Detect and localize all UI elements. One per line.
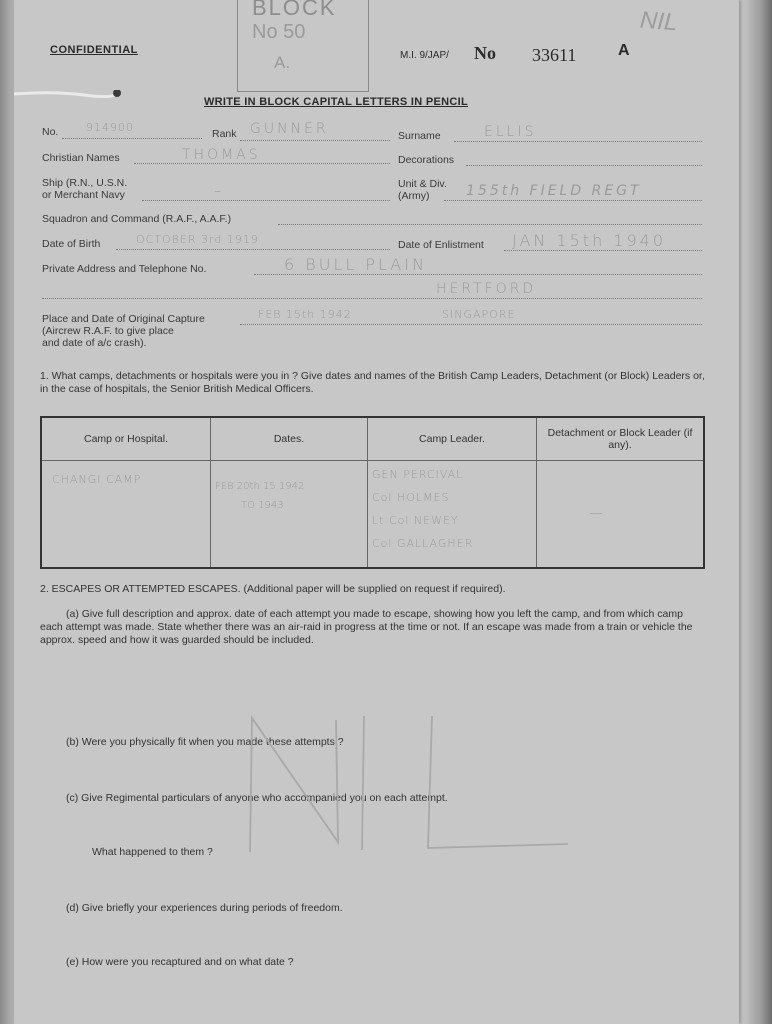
leader-4: Col GALLAGHER [372,537,474,550]
rank-value: GUNNER [250,121,329,137]
leader-1: GEN PERCIVAL [372,468,464,481]
surname-label: Surname [398,130,441,142]
rank-line [240,140,390,141]
leader-2: Col HOLMES [372,491,450,504]
column-camp: Camp or Hospital. [41,417,211,461]
form-number: 33611 [532,45,577,65]
instruction-heading: WRITE IN BLOCK CAPITAL LETTERS IN PENCIL [204,96,468,108]
form-page [14,0,739,1024]
capture-line [240,324,702,325]
enlistment-label: Date of Enlistment [398,239,484,251]
dob-line [116,249,390,250]
section-2-c-followup: What happened to them ? [92,846,213,858]
ship-label-1: Ship (R.N., U.S.N. [42,177,128,189]
section-1-question: 1. What camps, detachments or hospitals were you in ? Give dates and names of the British Camp Leaders, Detachment (or Block) Leaders or, in the case of hospitals, the Senior British Medical Officers. [40,370,705,395]
page-edge-shadow [736,0,772,1024]
stamp-line-3: A. [274,53,291,72]
leader-3: Lt Col NEWEY [372,514,459,527]
dob-value: OCTOBER 3rd 1919 [136,233,259,246]
no-line [62,138,202,139]
corner-note: NIL [639,6,679,37]
capture-label-3: and date of a/c crash). [42,337,147,349]
enlistment-value: JAN 15th 1940 [512,231,667,250]
number-label: No [474,43,496,63]
camp-value: CHANGI CAMP [52,473,142,486]
column-detachment: Detachment or Block Leader (if any). [537,417,705,461]
dob-label: Date of Birth [42,238,101,250]
table-row [41,461,704,569]
cell-camp [41,461,211,569]
no-label: No. [42,126,59,138]
address-line-1 [254,274,702,275]
dates-line-1: FEB 20th 15 1942 [215,481,305,492]
surname-line [454,141,702,142]
squadron-label: Squadron and Command (R.A.F., A.A.F.) [42,213,232,225]
enlistment-line [504,250,702,251]
unit-label-2: (Army) [398,190,430,202]
unit-label-1: Unit & Div. [398,178,447,190]
decorations-line [466,165,702,166]
capture-label-1: Place and Date of Original Capture [42,313,205,325]
camps-table [40,416,705,569]
stamp-line-1: BLOCK [252,0,337,20]
unit-line [444,200,702,201]
decorations-label: Decorations [398,154,455,166]
ship-line [142,200,390,201]
cell-leaders [368,461,537,569]
section-2-d: (d) Give briefly your experiences during periods of freedom. [66,902,343,914]
block-stamp [237,0,369,92]
capture-label-2: (Aircrew R.A.F. to give place [42,325,174,337]
stamp-line-2: No 50 [252,21,306,43]
address-value-2: HERTFORD [436,281,537,297]
ship-label-2: or Merchant Navy [42,189,125,201]
rank-label: Rank [212,128,237,140]
christian-names-label: Christian Names [42,152,120,164]
binding-string [14,90,124,98]
section-2-heading: 2. ESCAPES OR ATTEMPTED ESCAPES. (Additional paper will be supplied on request if required). [40,583,506,595]
surname-value: ELLIS [484,124,537,140]
christian-names-line [134,163,390,164]
section-2-b: (b) Were you physically fit when you made these attempts ? [66,736,344,748]
ref-prefix: M.I. 9/JAP/ [400,50,449,61]
squadron-line [278,224,702,225]
cell-detachment [537,461,705,569]
capture-date: FEB 15th 1942 [258,308,352,321]
ship-value: – [214,183,224,199]
form-suffix: A [618,42,630,59]
section-2-c: (c) Give Regimental particulars of anyone who accompanied you on each attempt. [66,792,448,804]
dates-line-2: TO 1943 [241,500,284,511]
section-2-a: (a) Give full description and approx. date of each attempt you made to escape, showing how you left the camp, and from which camp each attempt was made. State whether there was an air-raid in progress at the time or not. If an escape was made from a train or vehicle the approx. speed and how it was guarded should be included. [40,608,693,646]
table-header-row [41,417,704,461]
christian-names-value: THOMAS [182,147,261,163]
address-label: Private Address and Telephone No. [42,263,207,275]
detachment-value: — [589,505,606,521]
address-value-1: 6 BULL PLAIN [284,255,427,274]
column-camp-leader: Camp Leader. [368,417,537,461]
cell-dates [211,461,368,569]
capture-place: SINGAPORE [442,308,516,321]
address-line-2 [42,298,702,299]
no-value: 914900 [86,121,134,134]
column-dates: Dates. [211,417,368,461]
unit-value: 155th FIELD REGT [466,183,642,199]
confidential-label: CONFIDENTIAL [50,44,138,56]
nil-handwritten-mark [242,710,572,860]
section-2-e: (e) How were you recaptured and on what date ? [66,956,294,968]
